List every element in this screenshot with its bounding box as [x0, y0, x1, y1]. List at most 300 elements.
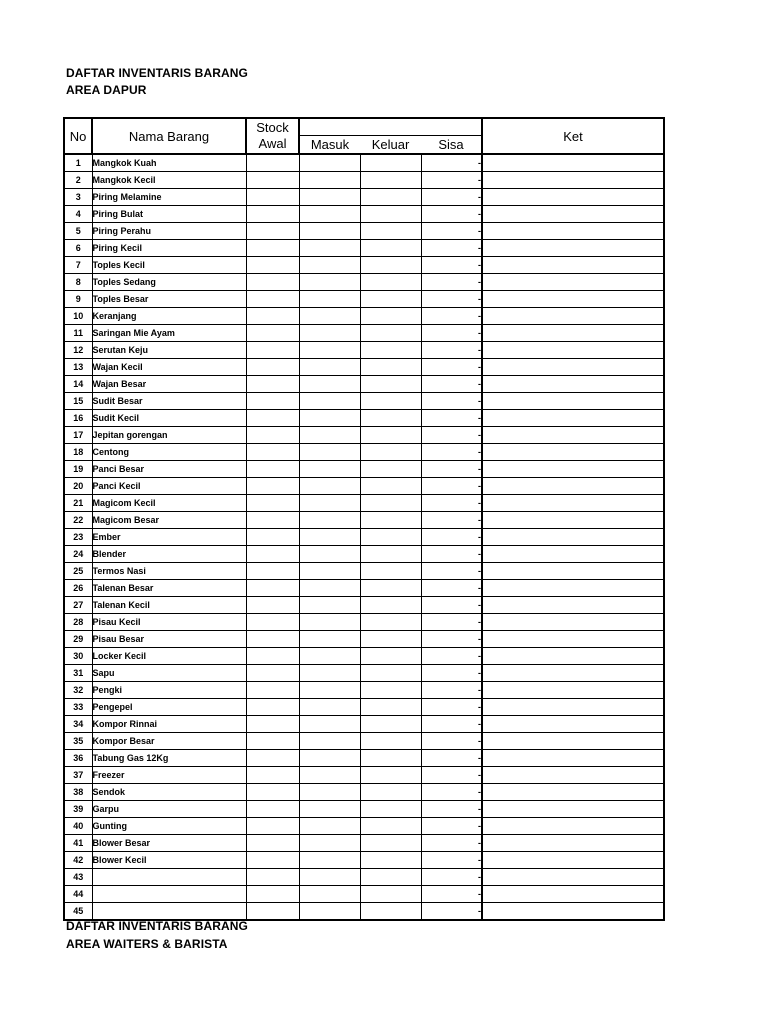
ket-cell [482, 274, 664, 291]
table-row [64, 886, 664, 903]
sisa-cell: - [421, 716, 482, 733]
stock-awal-cell [246, 716, 299, 733]
column-header-stock-awal [246, 118, 299, 154]
ket-cell [482, 529, 664, 546]
ket-cell [482, 580, 664, 597]
stock-awal-cell [246, 699, 299, 716]
row-number-cell: 32 [64, 682, 92, 699]
table-row [64, 801, 664, 818]
item-name-cell [92, 886, 246, 903]
stock-awal-cell [246, 154, 299, 172]
item-name-cell: Panci Besar [92, 461, 246, 478]
column-group-header [299, 118, 482, 136]
keluar-cell [360, 852, 421, 869]
item-name-cell: Piring Kecil [92, 240, 246, 257]
masuk-cell [299, 291, 360, 308]
ket-cell [482, 818, 664, 835]
ket-cell [482, 223, 664, 240]
ket-cell [482, 206, 664, 223]
masuk-cell [299, 546, 360, 563]
item-name-cell: Toples Besar [92, 291, 246, 308]
sisa-cell: - [421, 206, 482, 223]
row-number-cell: 27 [64, 597, 92, 614]
table-row [64, 410, 664, 427]
table-row [64, 444, 664, 461]
column-header-sisa: Sisa [421, 136, 482, 155]
ket-cell [482, 750, 664, 767]
ket-cell [482, 835, 664, 852]
table-row [64, 597, 664, 614]
row-number-cell: 21 [64, 495, 92, 512]
masuk-cell [299, 903, 360, 921]
sisa-cell: - [421, 801, 482, 818]
masuk-cell [299, 172, 360, 189]
keluar-cell [360, 597, 421, 614]
masuk-cell [299, 274, 360, 291]
table-row [64, 784, 664, 801]
stock-awal-cell [246, 580, 299, 597]
item-name-cell: Tabung Gas 12Kg [92, 750, 246, 767]
stock-awal-cell [246, 478, 299, 495]
stock-awal-cell [246, 461, 299, 478]
row-number-cell: 15 [64, 393, 92, 410]
item-name-cell: Magicom Kecil [92, 495, 246, 512]
row-number-cell: 38 [64, 784, 92, 801]
row-number-cell: 4 [64, 206, 92, 223]
ket-cell [482, 189, 664, 206]
masuk-cell [299, 325, 360, 342]
stock-awal-cell [246, 733, 299, 750]
row-number-cell: 35 [64, 733, 92, 750]
table-row [64, 172, 664, 189]
sisa-cell: - [421, 172, 482, 189]
row-number-cell: 12 [64, 342, 92, 359]
ket-cell [482, 784, 664, 801]
row-number-cell: 43 [64, 869, 92, 886]
ket-cell [482, 427, 664, 444]
stock-awal-cell [246, 206, 299, 223]
sisa-cell: - [421, 376, 482, 393]
ket-cell [482, 716, 664, 733]
masuk-cell [299, 240, 360, 257]
table-row [64, 818, 664, 835]
keluar-cell [360, 427, 421, 444]
masuk-cell [299, 716, 360, 733]
keluar-cell [360, 614, 421, 631]
ket-cell [482, 325, 664, 342]
masuk-cell [299, 189, 360, 206]
row-number-cell: 39 [64, 801, 92, 818]
stock-awal-cell [246, 563, 299, 580]
table-row [64, 750, 664, 767]
keluar-cell [360, 818, 421, 835]
row-number-cell: 25 [64, 563, 92, 580]
sisa-cell: - [421, 478, 482, 495]
row-number-cell: 44 [64, 886, 92, 903]
stock-label-line2: Awal [258, 136, 287, 151]
keluar-cell [360, 512, 421, 529]
item-name-cell: Sudit Kecil [92, 410, 246, 427]
table-row [64, 903, 664, 921]
masuk-cell [299, 563, 360, 580]
stock-awal-cell [246, 835, 299, 852]
table-row [64, 308, 664, 325]
masuk-cell [299, 682, 360, 699]
masuk-cell [299, 784, 360, 801]
masuk-cell [299, 886, 360, 903]
stock-awal-cell [246, 257, 299, 274]
row-number-cell: 20 [64, 478, 92, 495]
sisa-cell: - [421, 154, 482, 172]
sisa-cell: - [421, 427, 482, 444]
sisa-cell: - [421, 631, 482, 648]
row-number-cell: 3 [64, 189, 92, 206]
table-row [64, 223, 664, 240]
sisa-cell: - [421, 308, 482, 325]
ket-cell [482, 699, 664, 716]
stock-awal-cell [246, 308, 299, 325]
table-row [64, 699, 664, 716]
masuk-cell [299, 461, 360, 478]
keluar-cell [360, 903, 421, 921]
item-name-cell: Pisau Kecil [92, 614, 246, 631]
keluar-cell [360, 478, 421, 495]
table-row [64, 206, 664, 223]
sisa-cell: - [421, 903, 482, 921]
sisa-cell: - [421, 767, 482, 784]
stock-awal-cell [246, 818, 299, 835]
table-row [64, 274, 664, 291]
sisa-cell: - [421, 529, 482, 546]
table-row [64, 665, 664, 682]
table-row [64, 563, 664, 580]
keluar-cell [360, 648, 421, 665]
row-number-cell: 16 [64, 410, 92, 427]
ket-cell [482, 903, 664, 921]
item-name-cell [92, 903, 246, 921]
ket-cell [482, 801, 664, 818]
stock-awal-cell [246, 903, 299, 921]
masuk-cell [299, 767, 360, 784]
sisa-cell: - [421, 699, 482, 716]
item-name-cell: Sendok [92, 784, 246, 801]
masuk-cell [299, 154, 360, 172]
masuk-cell [299, 478, 360, 495]
sisa-cell: - [421, 359, 482, 376]
keluar-cell [360, 699, 421, 716]
keluar-cell [360, 223, 421, 240]
stock-awal-cell [246, 886, 299, 903]
table-row [64, 154, 664, 172]
item-name-cell: Sudit Besar [92, 393, 246, 410]
stock-awal-cell [246, 342, 299, 359]
ket-cell [482, 444, 664, 461]
masuk-cell [299, 529, 360, 546]
sisa-cell: - [421, 444, 482, 461]
ket-cell [482, 308, 664, 325]
item-name-cell: Pisau Besar [92, 631, 246, 648]
row-number-cell: 22 [64, 512, 92, 529]
stock-awal-cell [246, 189, 299, 206]
stock-awal-cell [246, 682, 299, 699]
row-number-cell: 30 [64, 648, 92, 665]
table-row [64, 716, 664, 733]
keluar-cell [360, 733, 421, 750]
item-name-cell: Blower Kecil [92, 852, 246, 869]
row-number-cell: 11 [64, 325, 92, 342]
item-name-cell: Toples Kecil [92, 257, 246, 274]
ket-cell [482, 563, 664, 580]
sisa-cell: - [421, 223, 482, 240]
stock-awal-cell [246, 784, 299, 801]
ket-cell [482, 597, 664, 614]
keluar-cell [360, 716, 421, 733]
ket-cell [482, 886, 664, 903]
table-row [64, 869, 664, 886]
sisa-cell: - [421, 189, 482, 206]
item-name-cell: Jepitan gorengan [92, 427, 246, 444]
row-number-cell: 17 [64, 427, 92, 444]
sisa-cell: - [421, 274, 482, 291]
item-name-cell: Piring Melamine [92, 189, 246, 206]
keluar-cell [360, 495, 421, 512]
row-number-cell: 9 [64, 291, 92, 308]
item-name-cell: Talenan Besar [92, 580, 246, 597]
next-section-subtitle-area: AREA WAITERS & BARISTA [66, 937, 228, 951]
sisa-cell: - [421, 461, 482, 478]
masuk-cell [299, 427, 360, 444]
ket-cell [482, 376, 664, 393]
masuk-cell [299, 359, 360, 376]
ket-cell [482, 648, 664, 665]
keluar-cell [360, 325, 421, 342]
stock-awal-cell [246, 495, 299, 512]
document-subtitle-area: AREA DAPUR [66, 83, 147, 97]
stock-awal-cell [246, 325, 299, 342]
sisa-cell: - [421, 597, 482, 614]
keluar-cell [360, 291, 421, 308]
masuk-cell [299, 631, 360, 648]
table-header [64, 118, 664, 154]
column-header-no: No [64, 118, 92, 154]
inventory-table [63, 117, 665, 921]
row-number-cell: 8 [64, 274, 92, 291]
row-number-cell: 5 [64, 223, 92, 240]
masuk-cell [299, 580, 360, 597]
row-number-cell: 1 [64, 154, 92, 172]
masuk-cell [299, 648, 360, 665]
next-section-title: DAFTAR INVENTARIS BARANG [66, 919, 248, 933]
masuk-cell [299, 597, 360, 614]
masuk-cell [299, 223, 360, 240]
masuk-cell [299, 495, 360, 512]
keluar-cell [360, 682, 421, 699]
keluar-cell [360, 461, 421, 478]
row-number-cell: 29 [64, 631, 92, 648]
ket-cell [482, 869, 664, 886]
sisa-cell: - [421, 325, 482, 342]
row-number-cell: 34 [64, 716, 92, 733]
stock-awal-cell [246, 512, 299, 529]
ket-cell [482, 733, 664, 750]
ket-cell [482, 410, 664, 427]
item-name-cell: Pengepel [92, 699, 246, 716]
masuk-cell [299, 342, 360, 359]
table-row [64, 359, 664, 376]
item-name-cell: Talenan Kecil [92, 597, 246, 614]
row-number-cell: 28 [64, 614, 92, 631]
ket-cell [482, 495, 664, 512]
keluar-cell [360, 342, 421, 359]
stock-awal-cell [246, 648, 299, 665]
keluar-cell [360, 784, 421, 801]
row-number-cell: 7 [64, 257, 92, 274]
table-row [64, 580, 664, 597]
table-row [64, 342, 664, 359]
item-name-cell: Kompor Besar [92, 733, 246, 750]
masuk-cell [299, 801, 360, 818]
item-name-cell: Piring Perahu [92, 223, 246, 240]
row-number-cell: 14 [64, 376, 92, 393]
keluar-cell [360, 189, 421, 206]
table-row [64, 767, 664, 784]
masuk-cell [299, 444, 360, 461]
stock-awal-cell [246, 274, 299, 291]
stock-awal-cell [246, 665, 299, 682]
table-body [64, 154, 664, 920]
keluar-cell [360, 665, 421, 682]
row-number-cell: 42 [64, 852, 92, 869]
stock-awal-cell [246, 869, 299, 886]
table-row [64, 546, 664, 563]
table-row [64, 835, 664, 852]
sisa-cell: - [421, 818, 482, 835]
ket-cell [482, 359, 664, 376]
item-name-cell: Garpu [92, 801, 246, 818]
row-number-cell: 45 [64, 903, 92, 921]
masuk-cell [299, 869, 360, 886]
keluar-cell [360, 529, 421, 546]
sisa-cell: - [421, 342, 482, 359]
keluar-cell [360, 580, 421, 597]
item-name-cell: Panci Kecil [92, 478, 246, 495]
masuk-cell [299, 614, 360, 631]
row-number-cell: 2 [64, 172, 92, 189]
stock-awal-cell [246, 172, 299, 189]
ket-cell [482, 614, 664, 631]
keluar-cell [360, 257, 421, 274]
row-number-cell: 24 [64, 546, 92, 563]
item-name-cell: Freezer [92, 767, 246, 784]
table-row [64, 189, 664, 206]
keluar-cell [360, 240, 421, 257]
sisa-cell: - [421, 869, 482, 886]
keluar-cell [360, 869, 421, 886]
item-name-cell [92, 869, 246, 886]
row-number-cell: 26 [64, 580, 92, 597]
item-name-cell: Wajan Kecil [92, 359, 246, 376]
sisa-cell: - [421, 648, 482, 665]
table-row [64, 376, 664, 393]
sisa-cell: - [421, 257, 482, 274]
masuk-cell [299, 750, 360, 767]
keluar-cell [360, 308, 421, 325]
item-name-cell: Piring Bulat [92, 206, 246, 223]
keluar-cell [360, 393, 421, 410]
item-name-cell: Mangkok Kecil [92, 172, 246, 189]
masuk-cell [299, 206, 360, 223]
row-number-cell: 13 [64, 359, 92, 376]
stock-awal-cell [246, 597, 299, 614]
table-row [64, 478, 664, 495]
ket-cell [482, 631, 664, 648]
stock-awal-cell [246, 801, 299, 818]
keluar-cell [360, 444, 421, 461]
ket-cell [482, 257, 664, 274]
ket-cell [482, 461, 664, 478]
row-number-cell: 18 [64, 444, 92, 461]
item-name-cell: Locker Kecil [92, 648, 246, 665]
row-number-cell: 10 [64, 308, 92, 325]
row-number-cell: 19 [64, 461, 92, 478]
item-name-cell: Centong [92, 444, 246, 461]
stock-label-line1: Stock [256, 120, 289, 135]
ket-cell [482, 665, 664, 682]
ket-cell [482, 478, 664, 495]
item-name-cell: Termos Nasi [92, 563, 246, 580]
sisa-cell: - [421, 665, 482, 682]
keluar-cell [360, 274, 421, 291]
sisa-cell: - [421, 580, 482, 597]
ket-cell [482, 682, 664, 699]
ket-cell [482, 342, 664, 359]
table-row [64, 512, 664, 529]
stock-awal-cell [246, 444, 299, 461]
item-name-cell: Toples Sedang [92, 274, 246, 291]
table-row [64, 291, 664, 308]
row-number-cell: 41 [64, 835, 92, 852]
keluar-cell [360, 359, 421, 376]
stock-awal-cell [246, 376, 299, 393]
table-row [64, 852, 664, 869]
ket-cell [482, 291, 664, 308]
row-number-cell: 6 [64, 240, 92, 257]
stock-awal-cell [246, 291, 299, 308]
sisa-cell: - [421, 614, 482, 631]
stock-awal-cell [246, 240, 299, 257]
item-name-cell: Saringan Mie Ayam [92, 325, 246, 342]
ket-cell [482, 154, 664, 172]
stock-awal-cell [246, 852, 299, 869]
stock-awal-cell [246, 393, 299, 410]
column-header-nama-barang: Nama Barang [92, 118, 246, 154]
table-row [64, 614, 664, 631]
sisa-cell: - [421, 835, 482, 852]
stock-awal-cell [246, 750, 299, 767]
masuk-cell [299, 308, 360, 325]
sisa-cell: - [421, 393, 482, 410]
stock-awal-cell [246, 546, 299, 563]
table-row [64, 325, 664, 342]
keluar-cell [360, 154, 421, 172]
table-row [64, 495, 664, 512]
sisa-cell: - [421, 512, 482, 529]
stock-awal-cell [246, 767, 299, 784]
masuk-cell [299, 852, 360, 869]
item-name-cell: Pengki [92, 682, 246, 699]
keluar-cell [360, 767, 421, 784]
masuk-cell [299, 699, 360, 716]
